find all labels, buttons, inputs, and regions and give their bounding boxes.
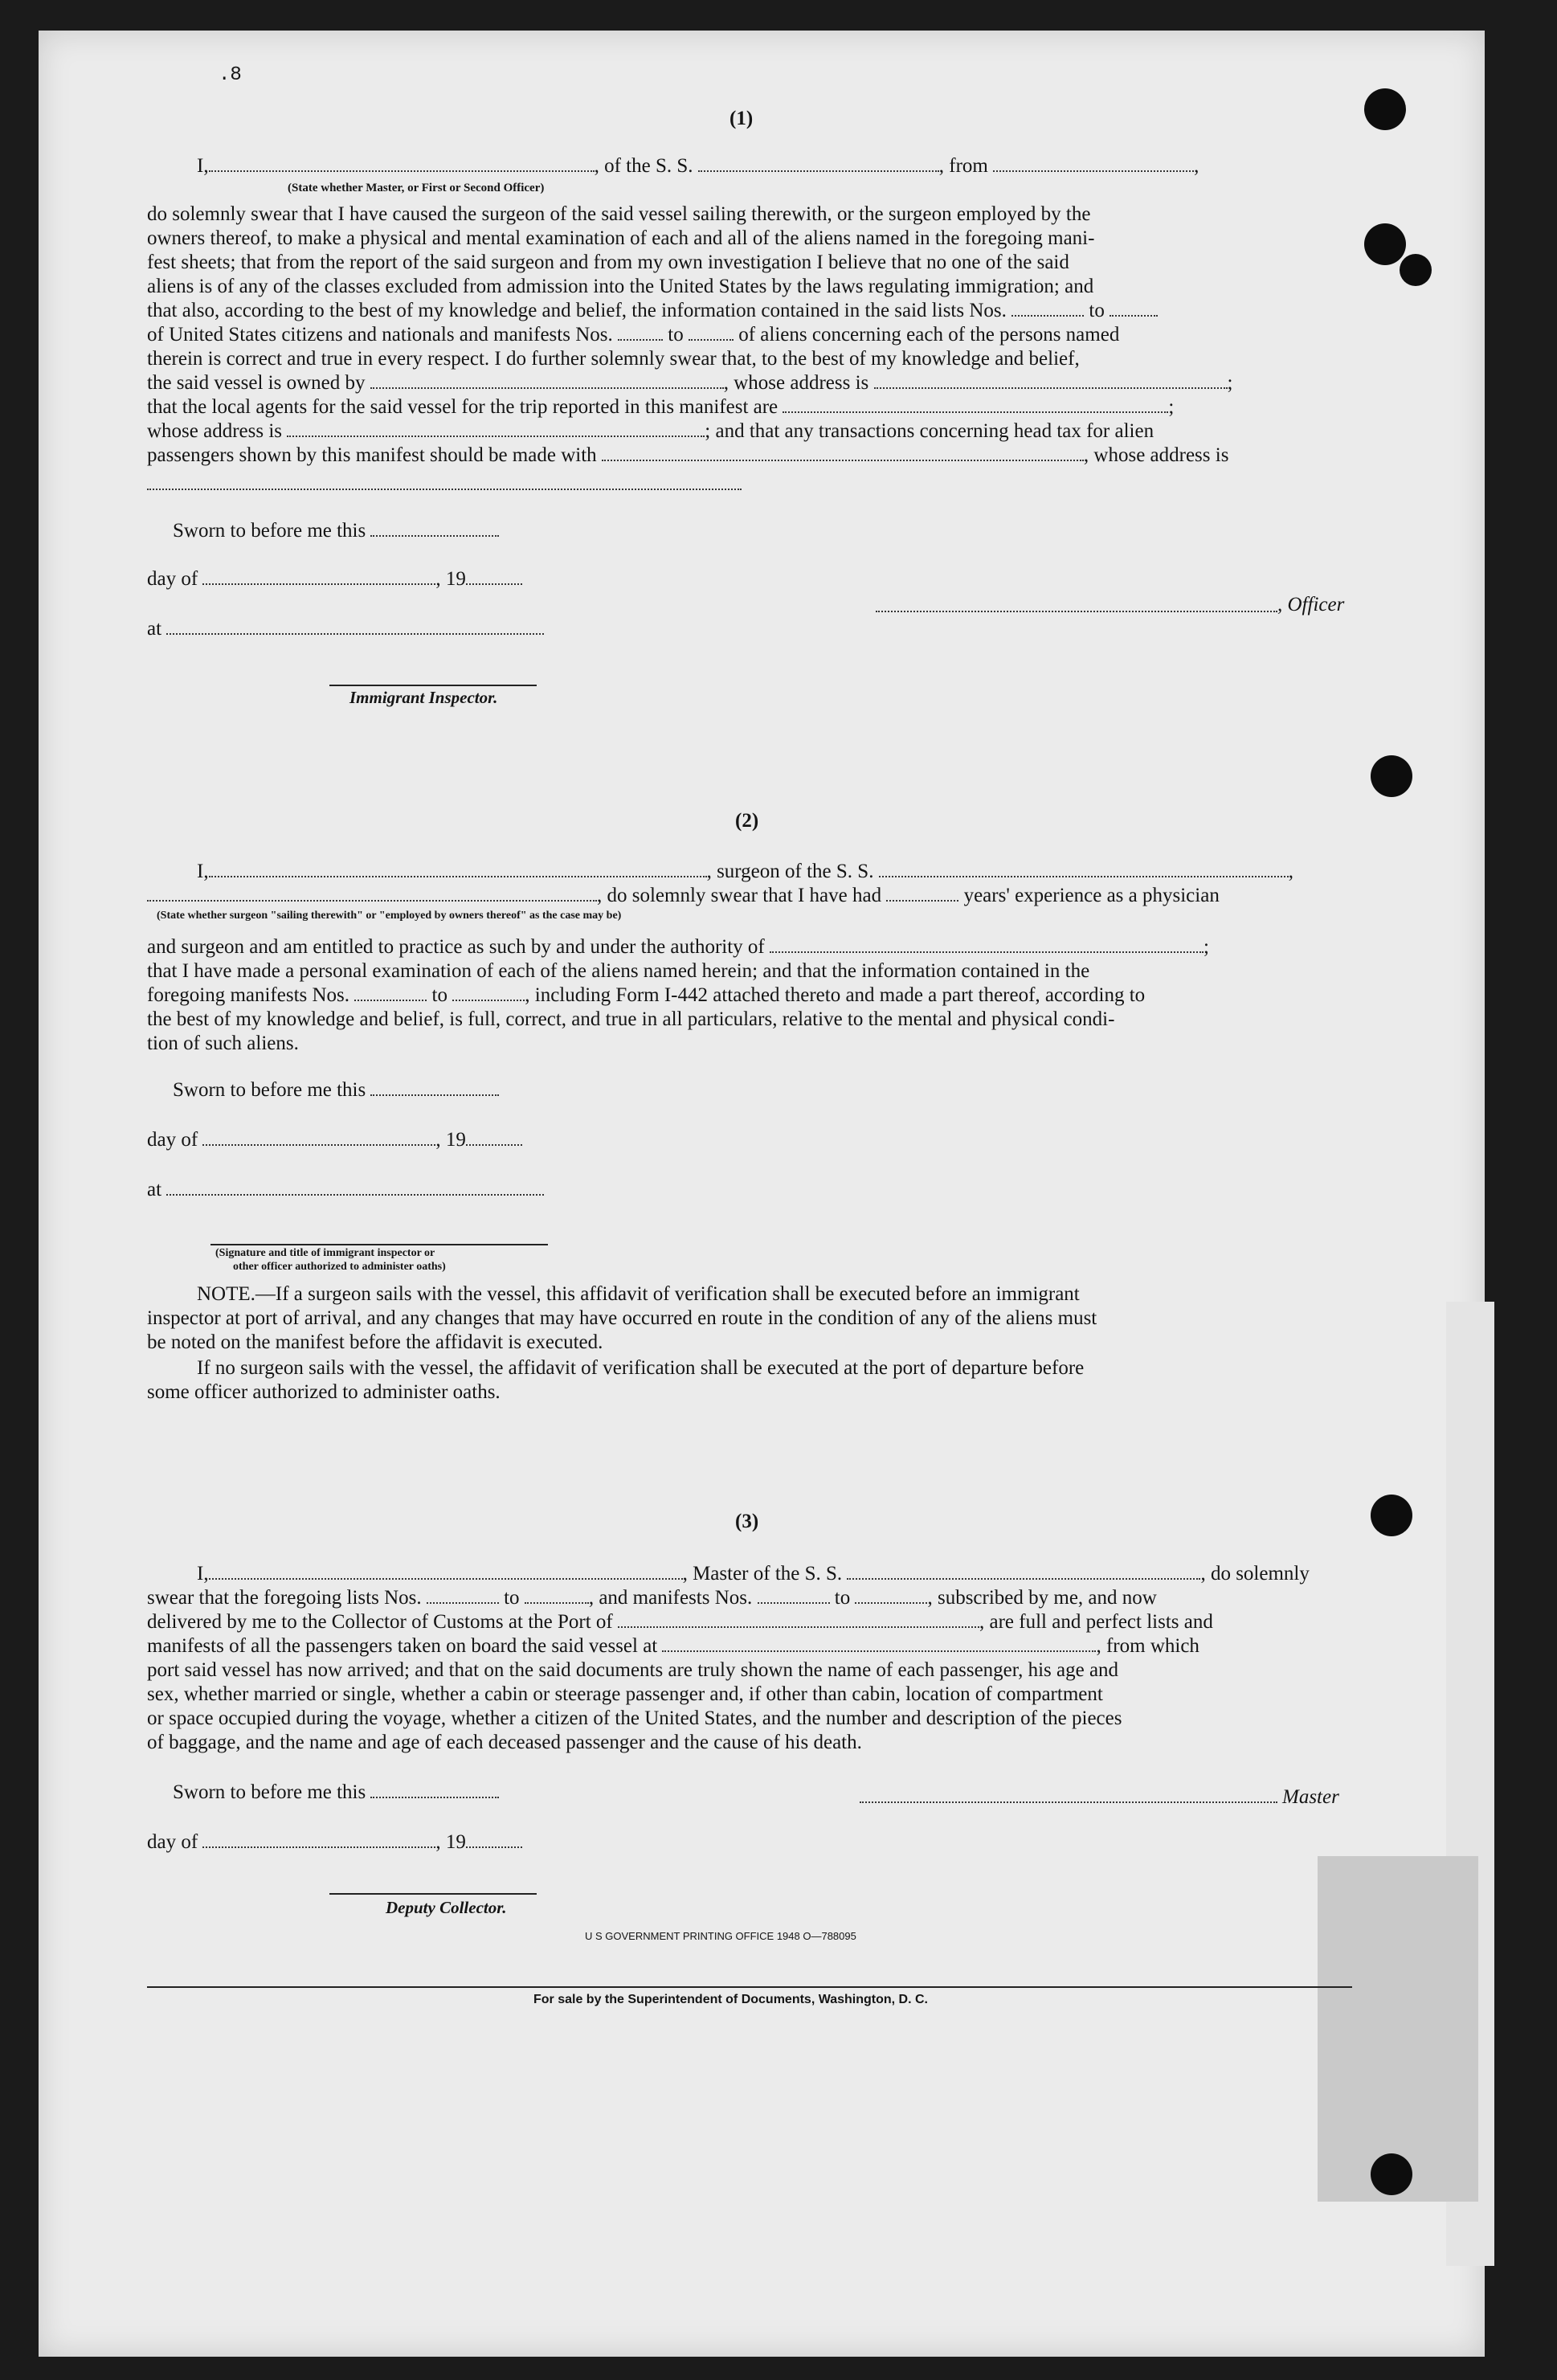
blank-field: [370, 1080, 499, 1096]
para-line: the said vessel is owned by , whose address is ;: [147, 372, 1233, 394]
para-line: [147, 1610, 1213, 1634]
para-line: or space occupied during the voyage, whether a citizen of the United States, and the number and description of the pieces: [147, 1707, 1122, 1729]
label: , do solemnly: [1200, 1563, 1310, 1585]
label: at: [147, 1179, 162, 1200]
blank-field: [618, 1612, 979, 1628]
blank-field: [886, 885, 958, 902]
label: whose address is: [147, 420, 283, 442]
at-line: [147, 617, 544, 641]
label: manifests of all the passengers taken on board the said vessel at: [147, 1635, 658, 1657]
label: that the local agents for the said vessel for the trip reported in this manifest are: [147, 396, 778, 418]
para-line: [147, 1634, 1199, 1658]
blank-field: [879, 861, 1289, 877]
blank-field: [370, 1782, 499, 1798]
label: and surgeon and am entitled to practice as such by and under the authority of: [147, 936, 765, 958]
blank-field: [466, 1832, 522, 1848]
sworn-line: [173, 1781, 499, 1805]
blank-field: [1110, 301, 1158, 317]
label: , are full and perfect lists and: [979, 1611, 1213, 1633]
blank-field: [874, 373, 1228, 389]
punch-hole-icon: [1371, 1495, 1412, 1536]
para-line: [147, 983, 1145, 1008]
blank-field: [876, 611, 1277, 612]
label: , subscribed by me, and now: [927, 1587, 1157, 1609]
note-line: inspector at port of arrival, and any changes that may have occurred en route in the condition of any of the aliens must: [147, 1307, 1097, 1329]
signature-line: [329, 1893, 537, 1895]
master-note: (State whether Master, or First or Second Officer): [288, 182, 545, 194]
label: to: [834, 1587, 851, 1609]
label: I,: [197, 155, 209, 177]
blank-field: [783, 397, 1168, 413]
para-line: fest sheets; that from the report of the said surgeon and from my own investigation I believe that no one of the said: [147, 251, 1069, 273]
label: , whose address is: [1083, 444, 1229, 466]
blank-field: [618, 325, 663, 341]
para-line: [147, 419, 1154, 444]
note-line: some officer authorized to administer oaths.: [147, 1381, 501, 1403]
para-line: [147, 299, 1158, 323]
para-line: sex, whether married or single, whether a cabin or steerage passenger and, if other than cabin, location of compartment: [147, 1683, 1103, 1705]
label: to: [431, 984, 447, 1006]
label: , of the S. S.: [594, 155, 693, 177]
label: , 19: [435, 568, 466, 590]
signature-line: [329, 685, 537, 686]
para-line: [147, 935, 1209, 959]
blank-field: [689, 325, 734, 341]
blank-field: [855, 1588, 927, 1604]
master-label: Master: [1282, 1786, 1339, 1808]
blank-field: [1011, 301, 1084, 317]
label: , and manifests Nos.: [588, 1587, 753, 1609]
label: Sworn to before me this: [173, 1781, 366, 1803]
blank-field: [370, 373, 724, 389]
label: ,: [1194, 155, 1199, 177]
collector-label: Deputy Collector.: [386, 1898, 507, 1917]
blank-field: [287, 421, 705, 437]
label: , including Form I-442 attached thereto and made a part thereof, according to: [525, 984, 1146, 1006]
label: I,: [197, 1563, 209, 1585]
para-line: the best of my knowledge and belief, is full, correct, and true in all particulars, relative to the mental and physical condi-: [147, 1008, 1115, 1030]
label: , from which: [1096, 1635, 1199, 1657]
inspector-label: Immigrant Inspector.: [349, 688, 498, 707]
officer-label: , Officer: [1277, 594, 1345, 615]
label: , do solemnly swear that I have had: [597, 885, 882, 906]
section-number: (2): [735, 810, 759, 832]
blank-field: [202, 1130, 435, 1146]
for-sale-imprint: For sale by the Superintendent of Documents, Washington, D. C.: [533, 1993, 928, 2006]
note-line: be noted on the manifest before the affidavit is executed.: [147, 1331, 603, 1353]
label: at: [147, 618, 162, 640]
master-line: [197, 154, 1199, 178]
surgeon-note: (State whether surgeon "sailing therewith" or "employed by owners thereof" as the case may be): [157, 910, 622, 922]
label: day of: [147, 1831, 198, 1853]
blank-field: [758, 1588, 830, 1604]
label: that also, according to the best of my knowledge and belief, the information contained in the said lists Nos.: [147, 300, 1007, 321]
blank-field: [847, 1564, 1200, 1580]
at-line: [147, 1178, 544, 1202]
blank-field: [209, 861, 707, 877]
blank-field: [147, 489, 742, 490]
day-line: [147, 567, 522, 591]
surgeon-line: [197, 860, 1293, 884]
para-line: aliens is of any of the classes excluded from admission into the United States by the laws regulating immigration; and: [147, 276, 1094, 297]
blank-field: [993, 156, 1194, 172]
label: , whose address is: [723, 372, 869, 394]
label: Sworn to before me this: [173, 520, 366, 542]
label: ;: [1204, 936, 1209, 958]
signature-line: [210, 1244, 548, 1245]
page-number: .8: [219, 64, 242, 86]
para-line: of baggage, and the name and age of each deceased passenger and the cause of his death.: [147, 1732, 862, 1753]
footer-rule: [147, 1986, 1352, 1988]
label: swear that the foregoing lists Nos.: [147, 1587, 422, 1609]
blank-field: [860, 1801, 1277, 1803]
label: , Master of the S. S.: [682, 1563, 843, 1585]
label: foregoing manifests Nos.: [147, 984, 350, 1006]
para-line: owners thereof, to make a physical and mental examination of each and all of the aliens named in the foregoing mani-: [147, 227, 1095, 249]
label: , 19: [435, 1129, 466, 1151]
blank-field: [209, 1564, 683, 1580]
label: ; and that any transactions concerning head tax for alien: [705, 420, 1154, 442]
label: day of: [147, 568, 198, 590]
section-number: (3): [735, 1511, 759, 1532]
para-line: [147, 444, 1228, 468]
master-line: [197, 1562, 1310, 1586]
surgeon-line-2: [147, 884, 1220, 908]
note-line: NOTE.—If a surgeon sails with the vessel, this affidavit of verification shall be executed before an immigrant: [197, 1283, 1080, 1305]
blank-field: [466, 1130, 522, 1146]
page-corner-shadow: [1318, 1856, 1478, 2202]
sworn-line: [173, 1078, 499, 1102]
blank-field: [525, 1588, 589, 1604]
note-line: If no surgeon sails with the vessel, the affidavit of verification shall be executed at the port of departure before: [197, 1357, 1085, 1379]
label: to: [668, 324, 684, 346]
label: ,: [1288, 861, 1293, 882]
blank-field: [166, 619, 544, 635]
blank-field: [166, 1180, 544, 1196]
label: of United States citizens and nationals and manifests Nos.: [147, 324, 613, 346]
para-line: tion of such aliens.: [147, 1033, 299, 1054]
label: of aliens concerning each of the persons named: [738, 324, 1120, 346]
blank-field: [147, 885, 597, 902]
blank-field: [698, 156, 939, 172]
label: , 19: [435, 1831, 466, 1853]
signature-note: (Signature and title of immigrant inspector or: [215, 1247, 435, 1259]
blank-field: [202, 1832, 435, 1848]
punch-hole-icon: [1364, 88, 1406, 130]
signature-note: other officer authorized to administer oaths): [233, 1261, 446, 1273]
blank-field: [602, 445, 1084, 461]
blank-field: [452, 985, 525, 1001]
section-number: (1): [729, 108, 754, 129]
blank-field: [354, 985, 427, 1001]
label: the said vessel is owned by: [147, 372, 366, 394]
blank-field: [202, 569, 435, 585]
label: to: [504, 1587, 520, 1609]
blank-field: [427, 1588, 499, 1604]
punch-hole-icon: [1364, 223, 1406, 265]
label: Sworn to before me this: [173, 1079, 366, 1101]
blank-field: [770, 937, 1204, 953]
punch-hole-icon: [1400, 254, 1432, 286]
label: years' experience as a physician: [963, 885, 1220, 906]
punch-hole-icon: [1371, 2153, 1412, 2195]
label: to: [1089, 300, 1105, 321]
para-line: therein is correct and true in every respect. I do further solemnly swear that, to the best of my knowledge and belief,: [147, 348, 1080, 370]
para-line: do solemnly swear that I have caused the surgeon of the said vessel sailing therewith, or the surgeon employed by the: [147, 203, 1091, 225]
sworn-line: [173, 519, 499, 543]
punch-hole-icon: [1371, 755, 1412, 797]
label: passengers shown by this manifest should be made with: [147, 444, 597, 466]
label: , surgeon of the S. S.: [706, 861, 874, 882]
para-line: that the local agents for the said vessel for the trip reported in this manifest are ;: [147, 396, 1175, 418]
blank-field: [370, 521, 499, 537]
label: day of: [147, 1129, 198, 1151]
label: delivered by me to the Collector of Customs at the Port of: [147, 1611, 613, 1633]
blank-field: [466, 569, 522, 585]
label: , from: [938, 155, 988, 177]
label: I,: [197, 861, 209, 882]
para-line: that I have made a personal examination of each of the aliens named herein; and that the information contained in the: [147, 960, 1090, 982]
blank-field: [662, 1636, 1096, 1652]
day-line: [147, 1830, 522, 1855]
day-line: [147, 1128, 522, 1152]
printing-office-imprint: U S GOVERNMENT PRINTING OFFICE 1948 O—788095: [585, 1930, 856, 1942]
para-line: [147, 1586, 1157, 1610]
para-line: port said vessel has now arrived; and that on the said documents are truly shown the name of each passenger, his age and: [147, 1659, 1119, 1681]
blank-field: [209, 156, 595, 172]
para-line: [147, 323, 1119, 347]
